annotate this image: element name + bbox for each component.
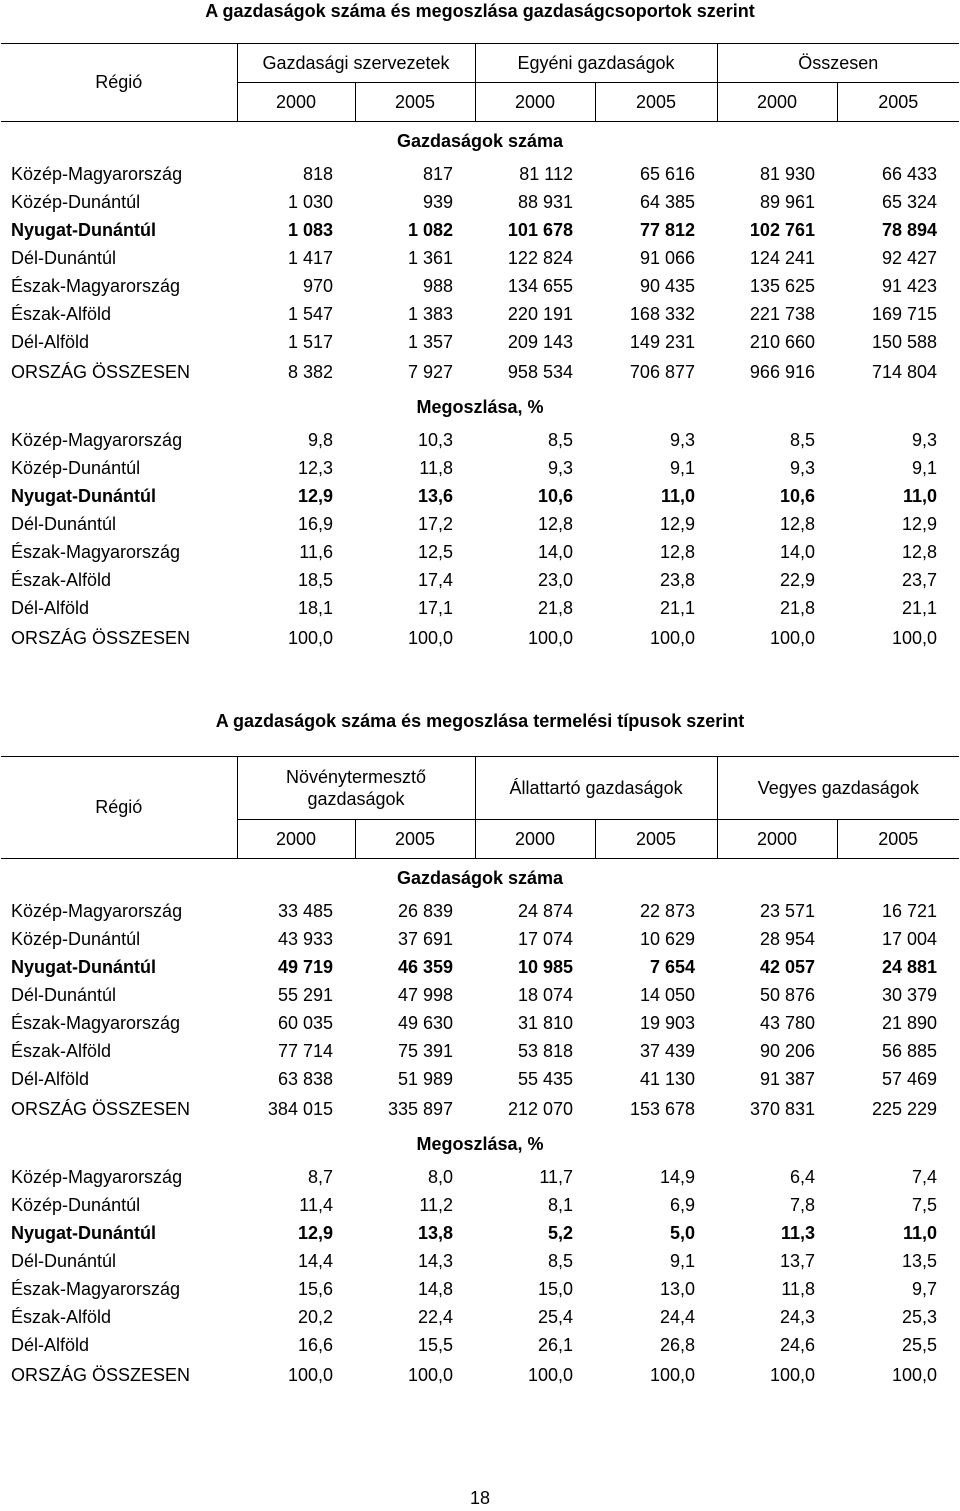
value-cell: 14,0 <box>779 541 815 562</box>
value-cell: 9,1 <box>669 457 695 478</box>
value-cell: 17,1 <box>417 597 453 618</box>
value-cell: 18,5 <box>297 569 333 590</box>
value-cell: 1 357 <box>407 331 453 352</box>
value-cell: 24,6 <box>779 1334 816 1355</box>
value-cell: 100,0 <box>527 1364 574 1385</box>
value-cell: 9,8 <box>307 429 333 450</box>
value-cell: 101 678 <box>507 219 573 240</box>
year-header: 2005 <box>837 820 959 859</box>
value-cell: 41 130 <box>639 1068 696 1089</box>
value-cell: 169 715 <box>871 303 938 324</box>
value-cell: 21,8 <box>537 597 573 618</box>
region-name: ORSZÁG ÖSSZESEN <box>11 1364 191 1385</box>
value-cell: 10 629 <box>639 928 696 949</box>
region-name: Dél-Dunántúl <box>11 1250 117 1271</box>
table-row <box>1 482 959 510</box>
total-row <box>1 356 959 388</box>
value-cell: 168 332 <box>629 303 695 324</box>
value-cell: 8,5 <box>789 429 815 450</box>
value-cell: 65 616 <box>639 163 695 184</box>
value-cell: 1 082 <box>407 219 453 240</box>
value-cell: 5,0 <box>670 1222 696 1243</box>
value-cell: 12,8 <box>537 513 573 534</box>
value-cell: 22,9 <box>779 569 815 590</box>
table-row <box>1 1163 959 1191</box>
value-cell: 24 874 <box>517 900 574 921</box>
value-cell: 17 004 <box>881 928 938 949</box>
value-cell: 7,4 <box>912 1166 938 1187</box>
region-name: Nyugat-Dunántúl <box>11 956 156 977</box>
year-header: 2000 <box>475 820 595 859</box>
table-row <box>1 981 959 1009</box>
value-cell: 15,6 <box>297 1278 333 1299</box>
region-name: Közép-Dunántúl <box>11 928 141 949</box>
value-cell: 100,0 <box>287 627 333 648</box>
value-cell: 91 066 <box>639 247 695 268</box>
value-cell: 92 427 <box>881 247 938 268</box>
table-row <box>1 160 959 188</box>
value-cell: 19 903 <box>639 1012 696 1033</box>
region-name: Dél-Alföld <box>11 597 90 618</box>
value-cell: 966 916 <box>749 361 815 382</box>
group-header: Gazdasági szervezetek <box>237 44 475 83</box>
value-cell: 25,4 <box>537 1306 574 1327</box>
value-cell: 47 998 <box>397 984 454 1005</box>
value-cell: 17,2 <box>417 513 453 534</box>
value-cell: 78 894 <box>881 219 938 240</box>
region-header: Régió <box>1 44 237 122</box>
value-cell: 14 050 <box>639 984 696 1005</box>
table-row <box>1 1037 959 1065</box>
value-cell: 14,9 <box>659 1166 696 1187</box>
value-cell: 714 804 <box>871 361 938 382</box>
table-row <box>1 454 959 482</box>
value-cell: 135 625 <box>749 275 815 296</box>
section-header: Gazdaságok száma <box>396 130 564 151</box>
value-cell: 23,0 <box>537 569 573 590</box>
value-cell: 16 721 <box>881 900 938 921</box>
value-cell: 49 630 <box>397 1012 454 1033</box>
value-cell: 22,4 <box>417 1306 454 1327</box>
region-name: Nyugat-Dunántúl <box>11 219 156 240</box>
value-cell: 100,0 <box>769 627 815 648</box>
year-header: 2000 <box>717 83 837 122</box>
value-cell: 91 387 <box>759 1068 816 1089</box>
year-header: 2000 <box>717 820 837 859</box>
year-header: 2005 <box>837 83 959 122</box>
table-row <box>1 538 959 566</box>
value-cell: 90 206 <box>759 1040 816 1061</box>
value-cell: 12,9 <box>297 1222 333 1243</box>
group-header: Növénytermesztő gazdaságok <box>237 757 475 820</box>
value-cell: 90 435 <box>639 275 695 296</box>
year-header: 2005 <box>355 820 475 859</box>
value-cell: 370 831 <box>749 1098 816 1119</box>
table-row <box>1 216 959 244</box>
value-cell: 1 083 <box>287 219 333 240</box>
value-cell: 100,0 <box>891 627 938 648</box>
value-cell: 22 873 <box>639 900 696 921</box>
value-cell: 11,0 <box>660 485 695 506</box>
table-row <box>1 897 959 925</box>
value-cell: 11,0 <box>902 1222 938 1243</box>
value-cell: 988 <box>422 275 453 296</box>
region-name: Közép-Magyarország <box>11 1166 183 1187</box>
value-cell: 43 933 <box>277 928 333 949</box>
table-row <box>1 1247 959 1275</box>
table-row <box>1 1331 959 1359</box>
value-cell: 13,0 <box>659 1278 696 1299</box>
region-name: Közép-Magyarország <box>11 900 183 921</box>
region-name: Észak-Magyarország <box>11 541 181 562</box>
value-cell: 100,0 <box>649 1364 696 1385</box>
region-name: ORSZÁG ÖSSZESEN <box>11 627 191 648</box>
region-name: Észak-Alföld <box>11 1306 112 1327</box>
value-cell: 12,8 <box>901 541 938 562</box>
region-name: Dél-Alföld <box>11 331 90 352</box>
value-cell: 49 719 <box>277 956 333 977</box>
value-cell: 11,0 <box>902 485 938 506</box>
value-cell: 66 433 <box>881 163 938 184</box>
table-row <box>1 1275 959 1303</box>
value-cell: 11,6 <box>299 541 333 562</box>
value-cell: 77 812 <box>639 219 695 240</box>
value-cell: 12,8 <box>779 513 815 534</box>
value-cell: 7 927 <box>407 361 453 382</box>
value-cell: 28 954 <box>759 928 816 949</box>
value-cell: 15,5 <box>417 1334 454 1355</box>
value-cell: 817 <box>422 163 453 184</box>
value-cell: 11,2 <box>419 1194 454 1215</box>
region-name: Közép-Magyarország <box>11 429 183 450</box>
value-cell: 89 961 <box>759 191 815 212</box>
group-header: Egyéni gazdaságok <box>475 44 717 83</box>
table-row <box>1 1009 959 1037</box>
value-cell: 56 885 <box>881 1040 938 1061</box>
value-cell: 1 361 <box>407 247 453 268</box>
value-cell: 970 <box>302 275 333 296</box>
value-cell: 10 985 <box>517 956 574 977</box>
table-row <box>1 272 959 300</box>
value-cell: 6,9 <box>670 1194 696 1215</box>
region-header: Régió <box>1 757 237 859</box>
value-cell: 26,1 <box>537 1334 574 1355</box>
value-cell: 21 890 <box>881 1012 938 1033</box>
value-cell: 706 877 <box>629 361 695 382</box>
value-cell: 13,8 <box>417 1222 454 1243</box>
total-row <box>1 1359 959 1391</box>
region-name: Dél-Alföld <box>11 1334 90 1355</box>
value-cell: 18,1 <box>297 597 333 618</box>
table2 <box>1 756 959 1391</box>
value-cell: 81 930 <box>759 163 815 184</box>
region-name: Dél-Dunántúl <box>11 984 117 1005</box>
value-cell: 64 385 <box>639 191 695 212</box>
section-header: Gazdaságok száma <box>396 867 564 888</box>
value-cell: 1 417 <box>287 247 333 268</box>
value-cell: 13,6 <box>417 485 453 506</box>
year-header: 2000 <box>475 83 595 122</box>
region-name: Közép-Magyarország <box>11 163 183 184</box>
value-cell: 11,4 <box>299 1194 333 1215</box>
value-cell: 12,9 <box>659 513 695 534</box>
region-name: ORSZÁG ÖSSZESEN <box>11 1098 191 1119</box>
region-name: Dél-Dunántúl <box>11 513 117 534</box>
region-name: Közép-Dunántúl <box>11 457 141 478</box>
group-header: Állattartó gazdaságok <box>475 757 717 820</box>
value-cell: 10,3 <box>417 429 453 450</box>
value-cell: 8 382 <box>287 361 333 382</box>
value-cell: 818 <box>302 163 333 184</box>
value-cell: 17,4 <box>417 569 453 590</box>
value-cell: 12,3 <box>297 457 333 478</box>
region-name: Észak-Magyarország <box>11 1278 181 1299</box>
value-cell: 65 324 <box>881 191 938 212</box>
value-cell: 25,5 <box>901 1334 938 1355</box>
value-cell: 1 030 <box>287 191 333 212</box>
value-cell: 102 761 <box>749 219 815 240</box>
value-cell: 9,3 <box>547 457 573 478</box>
value-cell: 335 897 <box>387 1098 454 1119</box>
value-cell: 26 839 <box>397 900 454 921</box>
value-cell: 14,4 <box>297 1250 333 1271</box>
value-cell: 209 143 <box>507 331 573 352</box>
value-cell: 7 654 <box>649 956 696 977</box>
value-cell: 9,3 <box>911 429 938 450</box>
value-cell: 939 <box>422 191 453 212</box>
value-cell: 9,3 <box>789 457 815 478</box>
value-cell: 10,6 <box>779 485 815 506</box>
total-row <box>1 622 959 654</box>
value-cell: 24,4 <box>659 1306 696 1327</box>
value-cell: 1 383 <box>407 303 453 324</box>
year-header: 2005 <box>595 820 717 859</box>
value-cell: 100,0 <box>287 1364 333 1385</box>
value-cell: 9,1 <box>911 457 938 478</box>
value-cell: 8,5 <box>547 429 573 450</box>
table-row <box>1 510 959 538</box>
table-row <box>1 1219 959 1247</box>
value-cell: 8,7 <box>307 1166 333 1187</box>
value-cell: 37 439 <box>639 1040 696 1061</box>
region-name: ORSZÁG ÖSSZESEN <box>11 361 191 382</box>
value-cell: 77 714 <box>277 1040 333 1061</box>
year-header: 2005 <box>355 83 475 122</box>
total-row <box>1 1093 959 1125</box>
value-cell: 122 824 <box>507 247 573 268</box>
region-name: Közép-Dunántúl <box>11 191 141 212</box>
value-cell: 13,5 <box>901 1250 938 1271</box>
value-cell: 55 291 <box>277 984 333 1005</box>
value-cell: 100,0 <box>769 1364 816 1385</box>
value-cell: 31 810 <box>517 1012 574 1033</box>
region-name: Dél-Alföld <box>11 1068 90 1089</box>
value-cell: 13,7 <box>779 1250 816 1271</box>
value-cell: 24 881 <box>881 956 938 977</box>
value-cell: 53 818 <box>517 1040 574 1061</box>
value-cell: 91 423 <box>881 275 938 296</box>
value-cell: 7,5 <box>912 1194 938 1215</box>
region-name: Észak-Magyarország <box>11 275 181 296</box>
region-name: Észak-Alföld <box>11 303 112 324</box>
region-name: Nyugat-Dunántúl <box>11 485 156 506</box>
value-cell: 20,2 <box>297 1306 333 1327</box>
value-cell: 23,8 <box>659 569 695 590</box>
value-cell: 212 070 <box>507 1098 574 1119</box>
value-cell: 12,8 <box>659 541 695 562</box>
value-cell: 150 588 <box>871 331 938 352</box>
table1-title: A gazdaságok száma és megoszlása gazdaságcsoportok szerint <box>205 1 755 21</box>
value-cell: 18 074 <box>517 984 574 1005</box>
value-cell: 100,0 <box>649 627 695 648</box>
value-cell: 384 015 <box>267 1098 333 1119</box>
table-row <box>1 1191 959 1219</box>
value-cell: 1 547 <box>287 303 333 324</box>
table-row <box>1 953 959 981</box>
value-cell: 57 469 <box>881 1068 938 1089</box>
value-cell: 88 931 <box>517 191 573 212</box>
value-cell: 16,6 <box>297 1334 333 1355</box>
value-cell: 23 571 <box>759 900 816 921</box>
value-cell: 23,7 <box>901 569 938 590</box>
value-cell: 21,1 <box>659 597 695 618</box>
value-cell: 81 112 <box>519 163 573 184</box>
value-cell: 11,8 <box>419 457 453 478</box>
value-cell: 75 391 <box>397 1040 454 1061</box>
value-cell: 16,9 <box>297 513 333 534</box>
value-cell: 153 678 <box>629 1098 696 1119</box>
value-cell: 124 241 <box>749 247 815 268</box>
value-cell: 100,0 <box>407 1364 454 1385</box>
value-cell: 26,8 <box>659 1334 696 1355</box>
region-name: Észak-Alföld <box>11 1040 112 1061</box>
value-cell: 51 989 <box>397 1068 454 1089</box>
group-header: Összesen <box>717 44 959 83</box>
value-cell: 220 191 <box>507 303 573 324</box>
value-cell: 225 229 <box>871 1098 938 1119</box>
table1 <box>1 43 959 654</box>
section-header: Megoszlása, % <box>416 1133 544 1154</box>
value-cell: 100,0 <box>407 627 453 648</box>
year-header: 2000 <box>237 820 355 859</box>
page-number: 18 <box>469 1488 491 1508</box>
value-cell: 210 660 <box>749 331 815 352</box>
year-header: 2005 <box>595 83 717 122</box>
value-cell: 9,1 <box>670 1250 696 1271</box>
value-cell: 42 057 <box>759 956 816 977</box>
region-name: Észak-Magyarország <box>11 1012 181 1033</box>
table-row <box>1 188 959 216</box>
value-cell: 134 655 <box>507 275 573 296</box>
value-cell: 100,0 <box>891 1364 938 1385</box>
value-cell: 14,0 <box>537 541 573 562</box>
value-cell: 60 035 <box>277 1012 333 1033</box>
section-header: Megoszlása, % <box>416 396 544 417</box>
value-cell: 12,5 <box>417 541 453 562</box>
region-name: Nyugat-Dunántúl <box>11 1222 156 1243</box>
value-cell: 5,2 <box>547 1222 574 1243</box>
value-cell: 1 517 <box>287 331 333 352</box>
value-cell: 17 074 <box>517 928 574 949</box>
value-cell: 100,0 <box>527 627 573 648</box>
table-row <box>1 594 959 622</box>
table2-title: A gazdaságok száma és megoszlása termelési típusok szerint <box>215 711 745 731</box>
table-row <box>1 244 959 272</box>
year-header: 2000 <box>237 83 355 122</box>
value-cell: 46 359 <box>397 956 454 977</box>
value-cell: 8,0 <box>427 1166 454 1187</box>
value-cell: 12,9 <box>297 485 333 506</box>
value-cell: 43 780 <box>759 1012 816 1033</box>
table-row <box>1 1065 959 1093</box>
value-cell: 24,3 <box>779 1306 816 1327</box>
value-cell: 6,4 <box>790 1166 816 1187</box>
value-cell: 55 435 <box>517 1068 574 1089</box>
table-row <box>1 300 959 328</box>
region-name: Közép-Dunántúl <box>11 1194 141 1215</box>
table-row <box>1 566 959 594</box>
value-cell: 25,3 <box>901 1306 938 1327</box>
value-cell: 50 876 <box>759 984 816 1005</box>
value-cell: 14,3 <box>417 1250 454 1271</box>
group-header: Vegyes gazdaságok <box>717 757 959 820</box>
region-name: Dél-Dunántúl <box>11 247 117 268</box>
value-cell: 10,6 <box>537 485 573 506</box>
value-cell: 15,0 <box>537 1278 574 1299</box>
value-cell: 63 838 <box>277 1068 333 1089</box>
value-cell: 149 231 <box>629 331 695 352</box>
value-cell: 8,1 <box>547 1194 574 1215</box>
value-cell: 12,9 <box>901 513 938 534</box>
value-cell: 11,8 <box>781 1278 816 1299</box>
table-row <box>1 925 959 953</box>
value-cell: 8,5 <box>547 1250 574 1271</box>
region-name: Észak-Alföld <box>11 569 112 590</box>
table-row <box>1 328 959 356</box>
value-cell: 9,7 <box>912 1278 938 1299</box>
value-cell: 37 691 <box>397 928 454 949</box>
value-cell: 21,1 <box>901 597 938 618</box>
value-cell: 7,8 <box>790 1194 816 1215</box>
table-row <box>1 426 959 454</box>
value-cell: 9,3 <box>669 429 695 450</box>
value-cell: 14,8 <box>417 1278 454 1299</box>
value-cell: 958 534 <box>507 361 573 382</box>
value-cell: 221 738 <box>749 303 815 324</box>
value-cell: 21,8 <box>779 597 815 618</box>
value-cell: 11,3 <box>780 1222 816 1243</box>
table-row <box>1 1303 959 1331</box>
value-cell: 30 379 <box>881 984 938 1005</box>
value-cell: 33 485 <box>277 900 333 921</box>
value-cell: 11,7 <box>539 1166 574 1187</box>
